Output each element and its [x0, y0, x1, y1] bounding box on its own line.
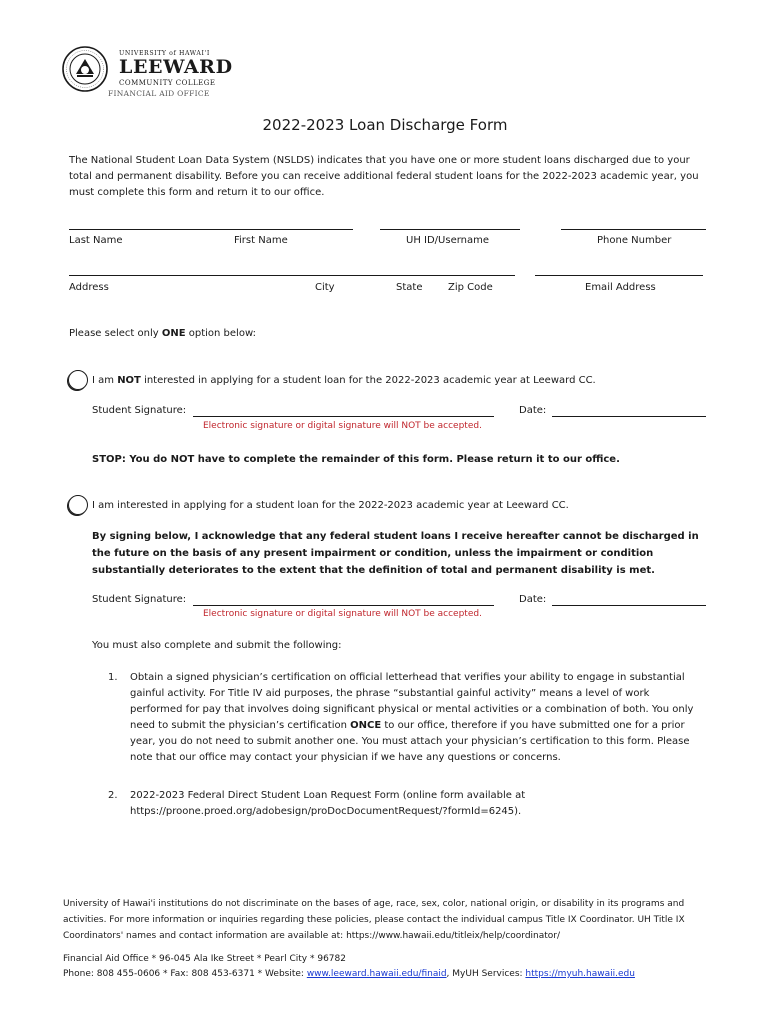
select-prompt [69, 326, 256, 342]
phone-label: Phone Number [597, 235, 672, 246]
option-interested-text: I am interested in applying for a student loan for the 2022-2023 academic year at Leeward CC. [92, 500, 569, 511]
requirement-number-2: 2. [108, 790, 118, 801]
requirement-number-1: 1. [108, 672, 118, 683]
requirement-1-post: to our office, therefore if you have submitted one for a prior year, you do not need to submit another one. You must attach your physician’s certification to this form. Please note that our office may contact your physician if we have any questions or concerns. [130, 720, 690, 763]
university-seal-logo [62, 46, 108, 92]
phone-line[interactable] [561, 229, 706, 230]
date-line-2[interactable] [552, 605, 706, 606]
nondiscrimination-statement: University of Hawai'i institutions do not discriminate on the bases of age, race, sex, color, national origin, or disability in its programs and activities. For more information or inquiries regarding these policies, please contact the individual campus Title IX Coordinator. UH Title IX Coordinators' names and contact information are available at: https://www.hawaii.edu/titleix/help/coordinator/ [63, 899, 685, 941]
college-name: LEEWARD [119, 56, 233, 78]
signature-line-2[interactable] [193, 605, 494, 606]
option1-pre: I am [92, 375, 118, 386]
requirement-1-pre: Obtain a signed physician’s certification on official letterhead that verifies your ability to engage in substantial gainful activity. For Title IV aid purposes, the phrase “substantial gainful activity” means a level of work performed for pay that involves doing significant physical or mental activities or a combination of both. You only need to submit the physician’s certification [130, 672, 694, 731]
website-link[interactable]: www.leeward.hawaii.edu/finaid [306, 969, 447, 979]
uh-id-line[interactable] [380, 229, 520, 230]
option-not-interested-radio[interactable] [68, 370, 88, 390]
state-label: State [396, 282, 423, 293]
requirement-2-text: 2022-2023 Federal Direct Student Loan Request Form (online form available at https://proone.proed.org/adobesign/proDocDocumentRequest/?formId=6245). [130, 790, 526, 817]
option1-emph: NOT [117, 375, 141, 386]
requirement-item-1 [92, 670, 704, 766]
signature-line-1[interactable] [193, 416, 494, 417]
select-prompt-emph: ONE [161, 328, 186, 339]
name-line[interactable] [69, 229, 353, 230]
contact-pre: Phone: 808 455-0606 * Fax: 808 453-6371 * Website: [63, 969, 307, 979]
acknowledgement-text: By signing below, I acknowledge that any federal student loans I receive hereafter cannot be discharged in the future on the basis of any present impairment or condition, unless the impairment or condition substantially deteriorates to the extent that the definition of total and permanent disability is met. [92, 531, 699, 576]
option-interested-radio[interactable] [68, 495, 88, 515]
option-not-interested-text [92, 373, 596, 389]
last-name-label: Last Name [69, 235, 123, 246]
signature-warning-2: Electronic signature or digital signature will NOT be accepted. [203, 609, 482, 619]
email-label: Email Address [585, 282, 656, 293]
select-prompt-pre: Please select only [69, 328, 162, 339]
university-line: UNIVERSITY of HAWAI'I [119, 50, 210, 57]
myuh-link[interactable]: https://myuh.hawaii.edu [525, 969, 635, 979]
option1-post: interested in applying for a student loan for the 2022-2023 academic year at Leeward CC. [140, 375, 596, 386]
address-label: Address [69, 282, 109, 293]
date-label-1: Date: [519, 405, 547, 416]
signature-warning-1: Electronic signature or digital signature will NOT be accepted. [203, 421, 482, 431]
requirement-item-2 [92, 788, 704, 820]
address-line[interactable] [69, 275, 515, 276]
office-name: FINANCIAL AID OFFICE [108, 89, 210, 98]
requirements-list [92, 670, 704, 842]
requirement-1-emph: ONCE [350, 720, 382, 731]
date-line-1[interactable] [552, 416, 706, 417]
contact-line [63, 966, 635, 982]
form-title: 2022-2023 Loan Discharge Form [262, 116, 508, 134]
email-line[interactable] [535, 275, 703, 276]
first-name-label: First Name [234, 235, 288, 246]
city-label: City [315, 282, 335, 293]
college-subtitle: COMMUNITY COLLEGE [119, 79, 216, 87]
select-prompt-post: option below: [185, 328, 256, 339]
office-address: Financial Aid Office * 96-045 Ala Ike Street * Pearl City * 96782 [63, 954, 346, 964]
signature-label-1: Student Signature: [92, 405, 187, 416]
requirements-intro: You must also complete and submit the following: [92, 640, 342, 651]
contact-mid: , MyUH Services: [446, 969, 526, 979]
date-label-2: Date: [519, 594, 547, 605]
uh-id-label: UH ID/Username [406, 235, 490, 246]
intro-paragraph: The National Student Loan Data System (NSLDS) indicates that you have one or more student loans discharged due to your total and permanent disability. Before you can receive additional federal student loans for the 2022-2023 academic year, you must complete this form and return it to our office. [69, 155, 699, 198]
signature-label-2: Student Signature: [92, 594, 187, 605]
stop-notice: STOP: You do NOT have to complete the remainder of this form. Please return it to our office. [92, 454, 620, 465]
zip-label: Zip Code [448, 282, 493, 293]
